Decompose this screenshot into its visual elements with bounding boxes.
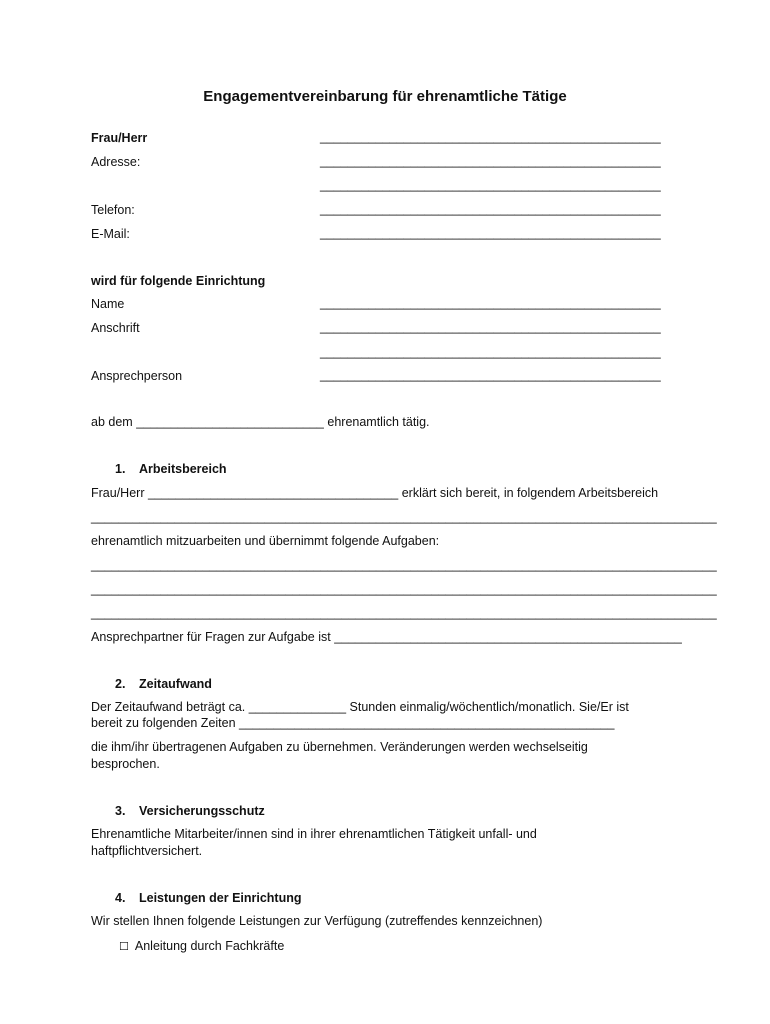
section-1-contact-field[interactable]: __________________________________________________ bbox=[334, 630, 682, 644]
section-1-line1 bbox=[91, 486, 658, 500]
institution-address-field-2[interactable]: _________________________________________________ bbox=[320, 345, 661, 359]
section-2-title: Zeitaufwand bbox=[139, 677, 212, 691]
section-4-number: 4. bbox=[115, 891, 126, 905]
institution-contact-label: Ansprechperson bbox=[91, 369, 183, 383]
start-suffix: ehrenamtlich tätig. bbox=[327, 415, 430, 429]
section-4-option-1-label: Anleitung durch Fachkräfte bbox=[134, 939, 285, 953]
institution-address-label: Anschrift bbox=[91, 321, 140, 335]
section-1-name-field[interactable]: ____________________________________ bbox=[147, 486, 399, 500]
institution-name-field[interactable]: _________________________________________________ bbox=[320, 296, 661, 310]
section-4-option-1[interactable] bbox=[119, 939, 284, 953]
person-phone-label: Telefon: bbox=[91, 203, 135, 217]
section-2-heading bbox=[115, 677, 212, 691]
person-name-field[interactable]: _________________________________________________ bbox=[320, 130, 661, 144]
section-2-times-field[interactable]: ______________________________________________________ bbox=[239, 716, 615, 730]
section-2-text4: besprochen. bbox=[91, 757, 160, 771]
section-1-area-field[interactable]: __________________________________________________________________________________________ bbox=[91, 510, 717, 524]
person-email-label: E-Mail: bbox=[91, 227, 130, 241]
document-title: Engagementvereinbarung für ehrenamtliche Tätige bbox=[203, 88, 567, 105]
checkbox-icon[interactable]: ☐ bbox=[119, 940, 129, 953]
person-phone-field[interactable]: _________________________________________________ bbox=[320, 202, 661, 216]
start-prefix: ab dem bbox=[91, 415, 133, 429]
section-1-number: 1. bbox=[115, 462, 126, 476]
institution-name-label: Name bbox=[91, 297, 125, 311]
section-4-heading bbox=[115, 891, 302, 905]
section-1-line1-suffix: erklärt sich bereit, in folgendem Arbeitsbereich bbox=[401, 486, 659, 500]
section-1-text2: ehrenamtlich mitzuarbeiten und übernimmt folgende Aufgaben: bbox=[91, 534, 440, 548]
section-3-text1: Ehrenamtliche Mitarbeiter/innen sind in ihrer ehrenamtlichen Tätigkeit unfall- und bbox=[91, 827, 537, 841]
institution-address-field-1[interactable]: _________________________________________________ bbox=[320, 320, 661, 334]
section-1-heading bbox=[115, 462, 227, 476]
person-name-label: Frau/Herr bbox=[91, 131, 148, 145]
section-1-contact-line bbox=[91, 630, 682, 644]
section-1-task-field-3[interactable]: __________________________________________________________________________________________ bbox=[91, 606, 717, 620]
section-3-heading bbox=[115, 804, 265, 818]
section-2-line1-suffix: Stunden einmalig/wöchentlich/monatlich. Sie/Er ist bbox=[349, 700, 629, 714]
institution-heading: wird für folgende Einrichtung bbox=[91, 274, 266, 288]
person-address-field-2[interactable]: _________________________________________________ bbox=[320, 178, 661, 192]
section-1-task-field-1[interactable]: __________________________________________________________________________________________ bbox=[91, 558, 717, 572]
start-date-field[interactable]: ___________________________ bbox=[136, 415, 324, 429]
person-address-field-1[interactable]: _________________________________________________ bbox=[320, 154, 661, 168]
institution-contact-field[interactable]: _________________________________________________ bbox=[320, 368, 661, 382]
section-2-number: 2. bbox=[115, 677, 126, 691]
person-address-label: Adresse: bbox=[91, 155, 141, 169]
person-email-field[interactable]: _________________________________________________ bbox=[320, 226, 661, 240]
section-1-line1-prefix: Frau/Herr bbox=[91, 486, 145, 500]
section-4-title: Leistungen der Einrichtung bbox=[139, 891, 302, 905]
section-2-line2-prefix: bereit zu folgenden Zeiten bbox=[91, 716, 236, 730]
section-3-title: Versicherungsschutz bbox=[139, 804, 265, 818]
section-2-hours-field[interactable]: ______________ bbox=[248, 700, 347, 714]
section-1-title: Arbeitsbereich bbox=[139, 462, 227, 476]
section-1-contact-prefix: Ansprechpartner für Fragen zur Aufgabe ist bbox=[91, 630, 331, 644]
section-4-text1: Wir stellen Ihnen folgende Leistungen zur Verfügung (zutreffendes kennzeichnen) bbox=[91, 914, 543, 928]
section-3-text2: haftpflichtversichert. bbox=[91, 844, 203, 858]
section-2-text3: die ihm/ihr übertragenen Aufgaben zu übernehmen. Veränderungen werden wechselseitig bbox=[91, 740, 588, 754]
section-2-line2 bbox=[91, 716, 614, 730]
start-date-line bbox=[91, 415, 430, 429]
section-2-line1 bbox=[91, 700, 629, 714]
section-1-task-field-2[interactable]: __________________________________________________________________________________________ bbox=[91, 582, 717, 596]
section-2-line1-prefix: Der Zeitaufwand beträgt ca. bbox=[91, 700, 246, 714]
section-3-number: 3. bbox=[115, 804, 126, 818]
